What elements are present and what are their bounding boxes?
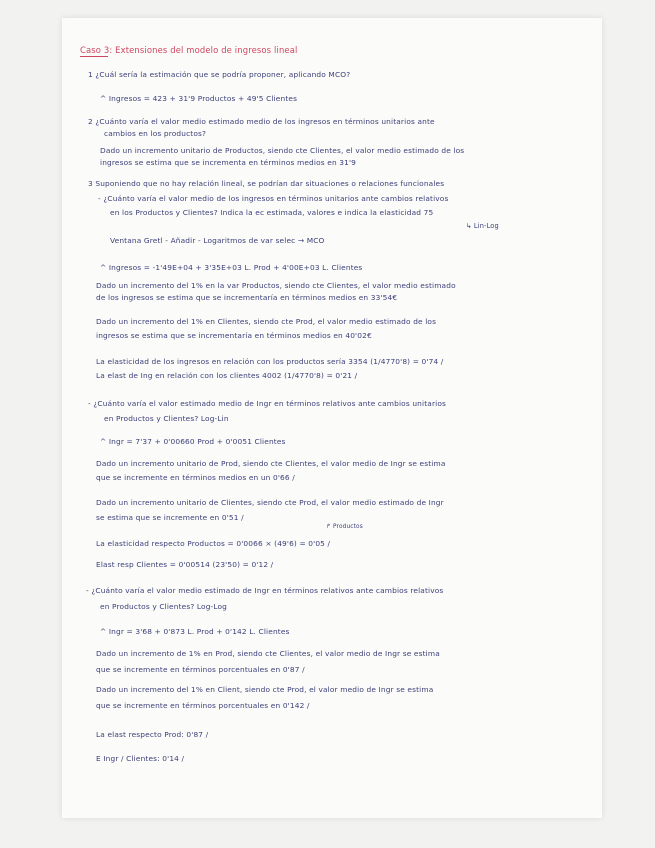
answer-2-cont: ingresos se estima que se incrementa en términos medios en 31'9 bbox=[100, 158, 357, 167]
question-2-cont: cambios en los productos? bbox=[104, 129, 207, 138]
answer-3c-2: Dado un incremento del 1% en Client, siendo cte Prod, el valor medio de Ingr se estima bbox=[96, 685, 434, 694]
answer-3b-1-cont: que se incremente en términos medios en un 0'66 / bbox=[96, 473, 295, 482]
equation-4: ^ Ingr = 3'68 + 0'873 L. Prod + 0'142 L. Clientes bbox=[100, 627, 290, 636]
question-3: 3 Suponiendo que no hay relación lineal, se podrían dar situaciones o relaciones funcionales bbox=[88, 179, 445, 188]
question-2: 2 ¿Cuánto varía el valor medio estimado medio de los ingresos en términos unitarios ante bbox=[88, 117, 435, 126]
page-title: Caso 3: Extensiones del modelo de ingresos lineal bbox=[80, 45, 298, 55]
answer-3b-2: Dado un incremento unitario de Clientes, siendo cte Prod, el valor medio estimado de Ingr bbox=[96, 498, 444, 507]
elasticity-clients-3: E Ingr / Clientes: 0'14 / bbox=[96, 754, 185, 763]
answer-3b-2-cont: se estima que se incremente en 0'51 / bbox=[96, 513, 244, 522]
answer-3c-1-cont: que se incremente en términos porcentuales en 0'87 / bbox=[96, 665, 305, 674]
elasticity-products-3: La elast respecto Prod: 0'87 / bbox=[96, 730, 209, 739]
lin-log-annotation: ↳ Lin-Log bbox=[466, 222, 499, 230]
title-underline bbox=[80, 56, 108, 57]
equation-3: ^ Ingr = 7'37 + 0'00660 Prod + 0'0051 Clientes bbox=[100, 437, 286, 446]
answer-3a-2-cont: ingresos se estima que se incrementaría en términos medios en 40'02€ bbox=[96, 331, 372, 340]
elasticity-products-2: La elasticidad respecto Productos = 0'0066 × (49'6) = 0'05 / bbox=[96, 539, 331, 548]
equation-1: ^ Ingresos = 423 + 31'9 Productos + 49'5 Clientes bbox=[100, 94, 298, 103]
question-3b: - ¿Cuánto varía el valor estimado medio de Ingr en términos relativos ante cambios unitarios bbox=[88, 399, 447, 408]
answer-3c-2-cont: que se incremente en términos porcentuales en 0'142 / bbox=[96, 701, 310, 710]
elasticity-clients-2: Elast resp Clientes = 0'00514 (23'50) = 0'12 / bbox=[96, 560, 274, 569]
answer-3a-1: Dado un incremento del 1% en la var Productos, siendo cte Clientes, el valor medio estimado bbox=[96, 281, 456, 290]
question-3a: - ¿Cuánto varía el valor medio de los ingresos en términos unitarios ante cambios relativos bbox=[98, 194, 449, 203]
answer-3a-2: Dado un incremento del 1% en Clientes, siendo cte Prod, el valor medio estimado de los bbox=[96, 317, 437, 326]
answer-3c-1: Dado un incremento de 1% en Prod, siendo cte Clientes, el valor medio de Ingr se estima bbox=[96, 649, 440, 658]
elasticity-clients-1: La elast de Ing en relación con los clientes 4002 (1/4770'8) = 0'21 / bbox=[96, 371, 358, 380]
question-3b-cont: en Productos y Clientes? Log-Lin bbox=[104, 414, 229, 423]
question-3c: - ¿Cuánto varía el valor medio estimado de Ingr en términos relativos ante cambios relativos bbox=[86, 586, 444, 595]
equation-2: ^ Ingresos = -1'49E+04 + 3'35E+03 L. Prod + 4'00E+03 L. Clientes bbox=[100, 263, 363, 272]
question-3a-cont: en los Productos y Clientes? Indica la ec estimada, valores e indica la elasticidad 75 bbox=[110, 208, 434, 217]
answer-3a-1-cont: de los ingresos se estima que se incrementaría en términos medios en 33'54€ bbox=[96, 293, 398, 302]
question-3c-cont: en Productos y Clientes? Log-Log bbox=[100, 602, 228, 611]
answer-3b-1: Dado un incremento unitario de Prod, siendo cte Clientes, el valor medio de Ingr se estima bbox=[96, 459, 446, 468]
answer-2: Dado un incremento unitario de Productos, siendo cte Clientes, el valor medio estimado de los bbox=[100, 146, 465, 155]
elasticity-products-1: La elasticidad de los ingresos en relación con los productos sería 3354 (1/4770'8) = 0'74 / bbox=[96, 357, 444, 366]
productos-annotation: ↱ Productos bbox=[326, 524, 363, 530]
question-1: 1 ¿Cuál sería la estimación que se podría proponer, aplicando MCO? bbox=[88, 70, 351, 79]
gretl-steps: Ventana Gretl - Añadir - Logaritmos de var selec → MCO bbox=[110, 236, 325, 245]
